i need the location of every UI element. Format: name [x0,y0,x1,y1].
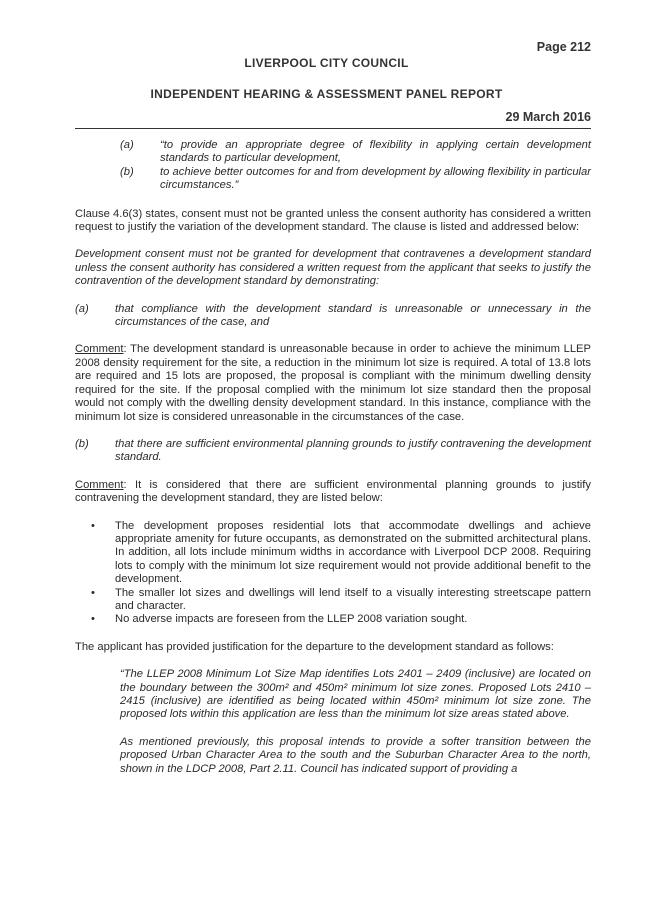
item-b-text: that there are sufficient environmental planning grounds to justify contravening the development standard. [115,437,591,464]
objective-a-label: (a) [120,139,134,151]
council-name: LIVERPOOL CITY COUNCIL [244,56,409,70]
comment-a [75,343,591,423]
applicant-quote-2: As mentioned previously, this proposal intends to provide a softer transition between the proposed Urban Character Area to the south and the Suburban Character Area to the north, shown in the LDCP 2008, Part 2.11. Council has indicated support of providing a [120,735,591,775]
bullet-text: The development proposes residential lots that accommodate dwellings and achieve appropriate amenity for future occupants, as demonstrated on the submitted architectural plans. In addition, all lots include minimum widths in accordance with Liverpool DCP 2008. Requiring lots to comply with the minimum lot size requirement would not provide additional benefit to the development. [115,519,591,586]
item-b [75,438,591,465]
bullet-text: No adverse impacts are foreseen from the LLEP 2008 variation sought. [115,613,468,626]
objective-b-label: (b) [120,165,134,178]
item-a-text: that compliance with the development standard is unreasonable or unnecessary in the circumstances of the case, and [115,302,591,329]
grounds-list [75,520,591,627]
comment-b-label: Comment [75,478,124,491]
comment-a-text: : The development standard is unreasonable because in order to achieve the minimum LLEP 2008 density requirement for the site, a reduction in the minimum lot size is required. A total of 13.8 lots are required and 15 lots are proposed, the proposal is compliant with the minimum dwelling density required for the site. If the proposal complied with the minimum lot size standard then the proposal would not comply with the dwelling density development standard. In this instance, compliance with the minimum lot size is considered unreasonable in the circumstances of the case. [75,343,591,423]
list-item [75,520,591,587]
applicant-paragraph: The applicant has provided justification for the departure to the development standard as follows: [75,640,554,653]
clause-quote: Development consent must not be granted for development that contravenes a development standard unless the consent authority has considered a written request from the applicant that seeks to justify the contravention of the development standard by demonstrating: [75,248,591,288]
objective-b-text: to achieve better outcomes for and from development by allowing flexibility in particular circumstances.” [160,165,591,192]
applicant-quote-1: “The LLEP 2008 Minimum Lot Size Map identifies Lots 2401 – 2409 (inclusive) are located on the boundary between the 300m² and 450m² minimum lot size zones. Proposed Lots 2410 – 2415 (inclusive) are identified as being located within 450m² minimum lot size zone. The proposed lots within this application are less than the minimum lot size areas stated above. [120,668,591,721]
objective-a-text: “to provide an appropriate degree of flexibility in applying certain development standards to particular development, [160,139,591,165]
bullet-symbol: • [91,613,95,626]
report-body [75,139,591,776]
list-item [75,613,591,626]
comment-b-text: : It is considered that there are sufficient environmental planning grounds to justify contravening the development standard, they are listed below: [75,478,591,505]
report-date: 29 March 2016 [505,110,591,124]
report-title: INDEPENDENT HEARING & ASSESSMENT PANEL REPORT [150,87,503,101]
item-a [75,303,591,330]
comment-a-label: Comment [75,343,124,356]
bullet-symbol: • [91,586,95,599]
header-rule [75,128,591,129]
item-a-label: (a) [75,302,89,315]
page-number: Page 212 [536,40,591,54]
list-item [75,139,591,166]
item-b-label: (b) [75,437,89,450]
list-item [75,166,591,193]
bullet-text: The smaller lot sizes and dwellings will lend itself to a visually interesting streetscape pattern and character. [115,586,591,612]
objectives-list [75,139,591,193]
clause-paragraph: Clause 4.6(3) states, consent must not be granted unless the consent authority has considered a written request to justify the variation of the development standard. The clause is listed and addressed below: [75,207,591,234]
bullet-symbol: • [91,519,95,532]
list-item [75,587,591,614]
comment-b [75,479,591,506]
